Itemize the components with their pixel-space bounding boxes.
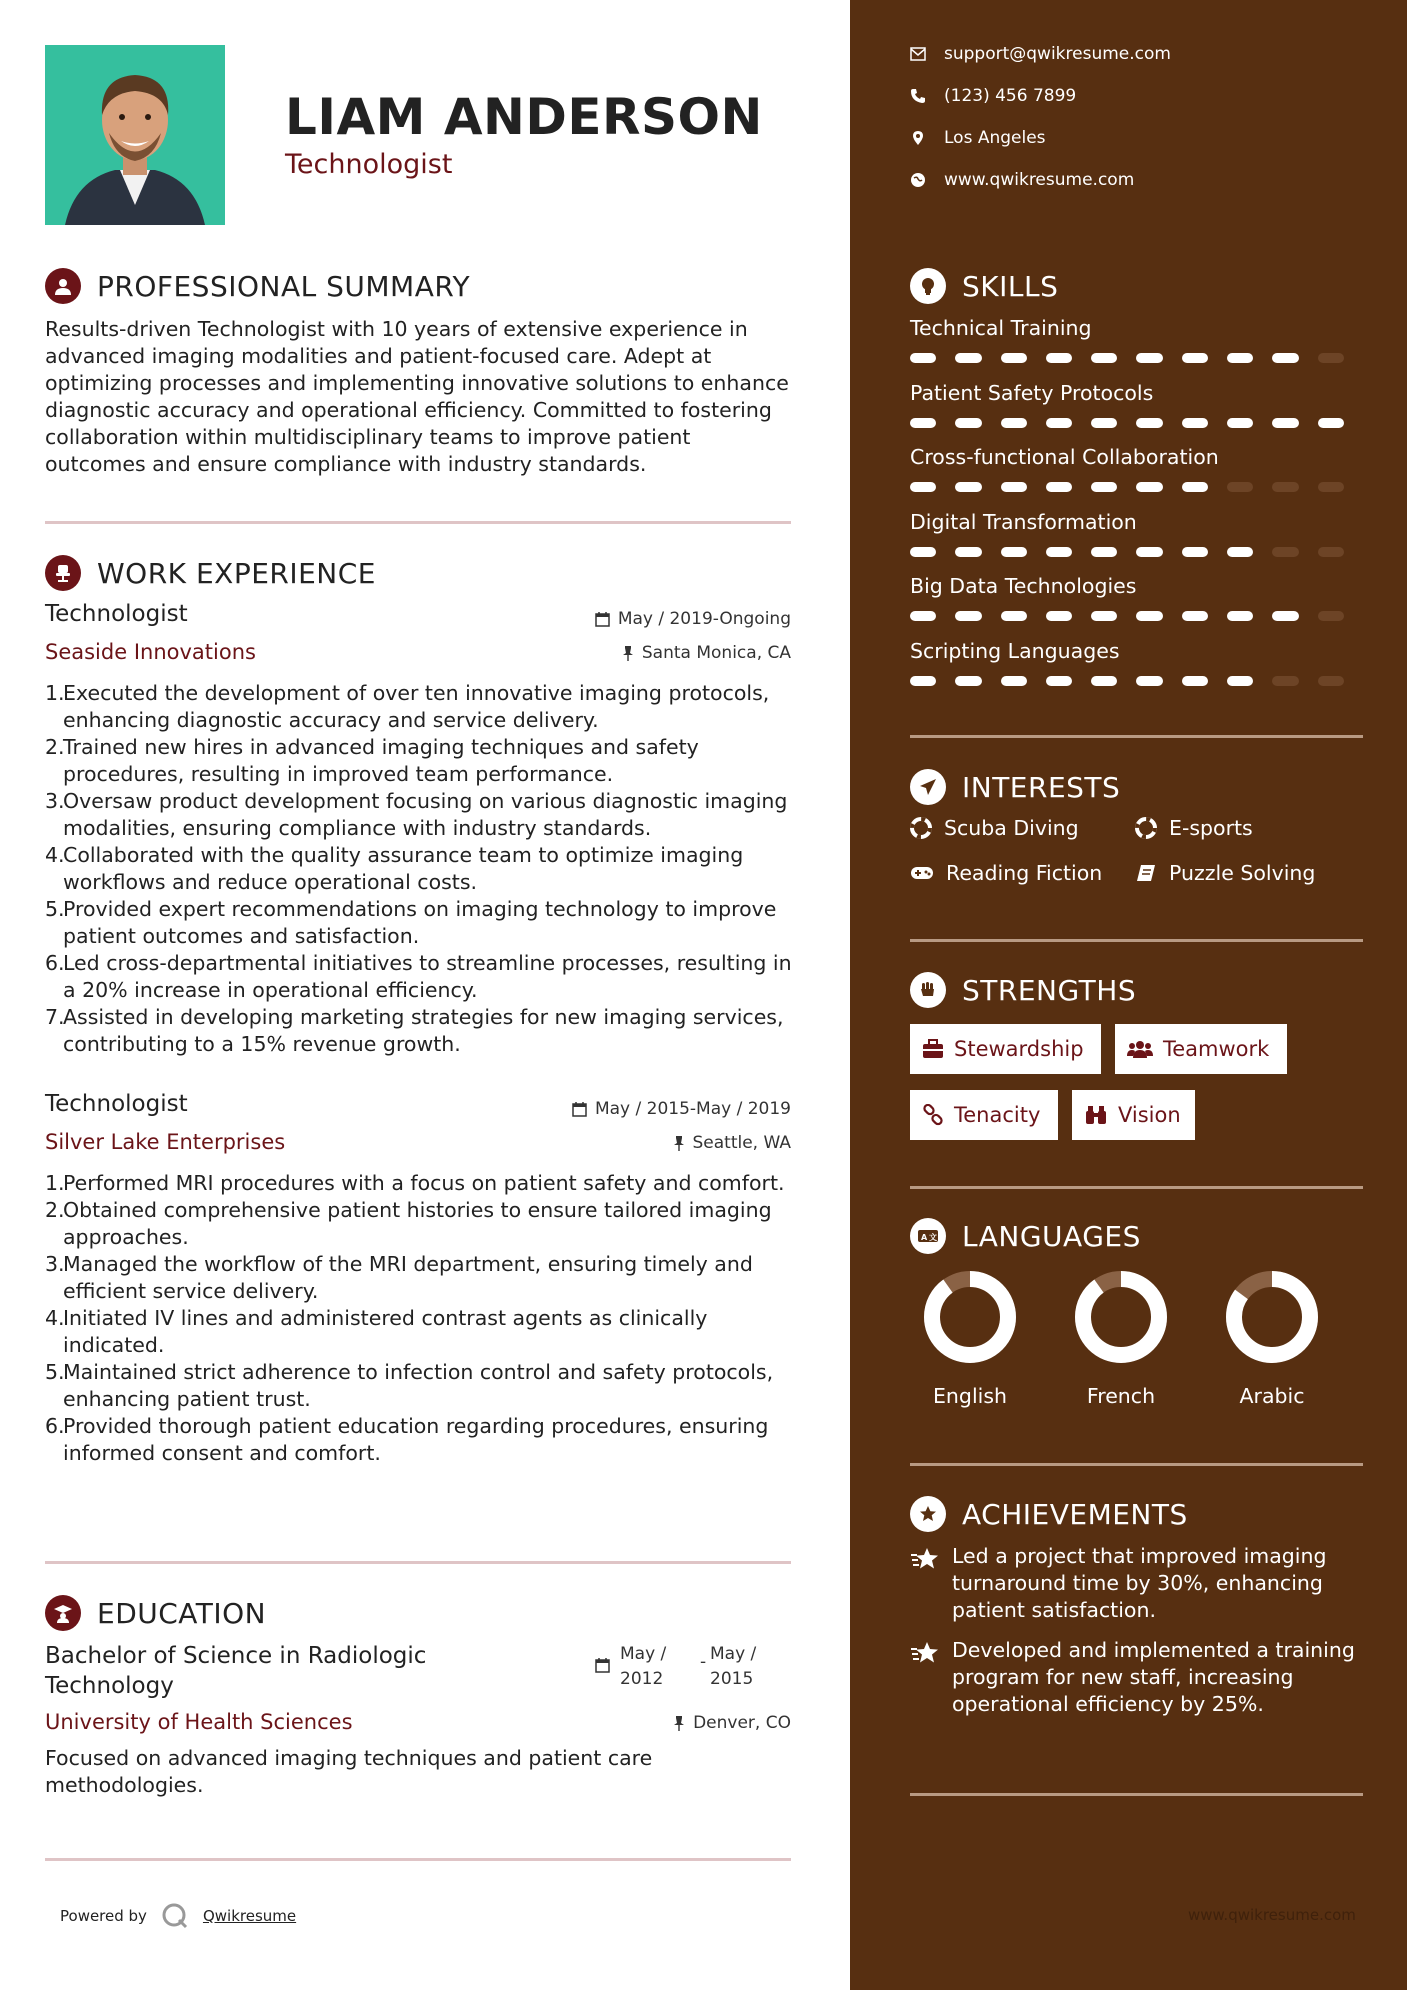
skill-dash-filled	[955, 482, 981, 492]
divider	[45, 521, 791, 524]
degree-title	[45, 1641, 426, 1701]
school-name: University of Health Sciences	[45, 1710, 353, 1734]
link-icon	[922, 1104, 944, 1126]
item-number: 6.	[45, 951, 65, 975]
users-icon	[1127, 1039, 1153, 1059]
powered-by-label: Powered by	[60, 1907, 147, 1925]
item-number: 4.	[45, 843, 65, 867]
skill-dash-filled	[1136, 611, 1162, 621]
contact-location	[910, 128, 1046, 148]
paper-plane-icon	[910, 769, 946, 805]
skill-dash-empty	[1318, 353, 1344, 363]
responsibility-item	[45, 950, 800, 1004]
skill-dash-empty	[1318, 676, 1344, 686]
skill-level-bar	[910, 353, 1363, 363]
skill-name: Technical Training	[910, 316, 1092, 340]
language-ring-fill	[932, 1279, 1008, 1355]
responsibility-item	[45, 1004, 800, 1058]
skill-dash-filled	[1227, 418, 1253, 428]
skill-dash-filled	[1227, 353, 1253, 363]
contact-website	[910, 170, 1134, 190]
skill-dash-filled	[1091, 418, 1117, 428]
languages-title: LANGUAGES	[962, 1219, 1141, 1253]
job-dates	[595, 609, 791, 629]
phone-icon	[910, 88, 926, 104]
company-name: Silver Lake Enterprises	[45, 1130, 286, 1154]
lifebuoy-icon	[910, 817, 932, 839]
globe-icon	[910, 172, 926, 188]
divider	[910, 1463, 1363, 1466]
skill-dash-empty	[1272, 547, 1298, 557]
item-number: 5.	[45, 1360, 65, 1384]
item-number: 1.	[45, 1171, 65, 1195]
education-description: Focused on advanced imaging techniques and patient care methodologies.	[45, 1746, 653, 1797]
company-name: Seaside Innovations	[45, 640, 256, 664]
pin-icon	[622, 646, 634, 661]
item-text: Provided expert recommendations on imaging technology to improve patient outcomes and satisfaction.	[63, 897, 777, 948]
strength-tag	[1115, 1024, 1287, 1074]
skill-dash-filled	[910, 482, 936, 492]
start-date-year: 2012	[620, 1669, 664, 1689]
skill-dash-filled	[1091, 547, 1117, 557]
lifebuoy-icon	[1135, 817, 1157, 839]
skill-dash-filled	[910, 676, 936, 686]
item-text: Maintained strict adherence to infection control and safety protocols, enhancing patient trust.	[63, 1360, 774, 1411]
strength-tag	[910, 1024, 1101, 1074]
graduate-icon	[45, 1595, 81, 1631]
skill-dash-filled	[1227, 676, 1253, 686]
divider	[910, 1186, 1363, 1189]
skill-dash-filled	[910, 547, 936, 557]
skill-dash-filled	[1001, 547, 1027, 557]
skill-dash-filled	[955, 353, 981, 363]
divider	[910, 735, 1363, 738]
job-responsibilities	[45, 680, 800, 1058]
responsibility-item	[45, 788, 800, 842]
job-dates	[572, 1099, 791, 1119]
language-ring	[1234, 1279, 1310, 1355]
strength-label: Tenacity	[954, 1103, 1041, 1127]
language-ring-fill	[1083, 1279, 1159, 1355]
office-chair-icon	[45, 555, 81, 591]
lightbulb-icon	[910, 268, 946, 304]
gamepad-icon	[910, 864, 934, 882]
skill-dash-empty	[1272, 676, 1298, 686]
skill-level-bar	[910, 611, 1363, 621]
skill-dash-filled	[955, 547, 981, 557]
skill-dash-filled	[1046, 418, 1072, 428]
skill-dash-filled	[910, 418, 936, 428]
item-number: 4.	[45, 1306, 65, 1330]
envelope-icon	[910, 47, 926, 61]
pin-icon	[673, 1716, 685, 1731]
skill-dash-empty	[1318, 611, 1344, 621]
skills-title: SKILLS	[962, 269, 1059, 303]
skill-dash-filled	[1182, 353, 1208, 363]
item-text: Assisted in developing marketing strategies for new imaging services, contributing to a 15% revenue growth.	[63, 1005, 784, 1056]
item-text: Oversaw product development focusing on various diagnostic imaging modalities, ensuring compliance with industry standards.	[63, 789, 788, 840]
skill-name: Scripting Languages	[910, 638, 1120, 663]
skill-dash-filled	[1318, 418, 1344, 428]
skill-dash-filled	[1272, 418, 1298, 428]
job-dates-text: May / 2015-May / 2019	[594, 1099, 791, 1119]
skill-dash-empty	[1272, 482, 1298, 492]
skill-level-bar	[910, 418, 1363, 428]
job-title: Technologist	[45, 601, 188, 627]
interest-item	[1135, 816, 1253, 840]
skill-level-bar	[910, 547, 1363, 557]
skill-dash-filled	[1001, 353, 1027, 363]
skill-dash-filled	[910, 611, 936, 621]
skill-dash-filled	[910, 353, 936, 363]
divider	[910, 939, 1363, 942]
skill-dash-filled	[1136, 676, 1162, 686]
skill-dash-filled	[1182, 611, 1208, 621]
footer-url: www.qwikresume.com	[1188, 1906, 1356, 1924]
responsibility-item	[45, 1197, 800, 1251]
item-number: 3.	[45, 789, 65, 813]
interest-item	[910, 861, 1102, 885]
skill-dash-filled	[1046, 676, 1072, 686]
qwikresume-logo-icon	[161, 1902, 189, 1930]
end-date-year: 2015	[710, 1669, 754, 1689]
skill-dash-empty	[1318, 482, 1344, 492]
strength-tag	[1072, 1090, 1195, 1140]
interest-item	[910, 816, 1079, 840]
experience-title: WORK EXPERIENCE	[97, 556, 376, 590]
skill-dash-filled	[1091, 482, 1117, 492]
responsibility-item	[45, 734, 800, 788]
skill-dash-filled	[1182, 547, 1208, 557]
skill-dash-filled	[1136, 353, 1162, 363]
degree-line: Bachelor of Science in Radiologic	[45, 1643, 427, 1669]
responsibility-item	[45, 1170, 800, 1197]
item-text: Obtained comprehensive patient histories to ensure tailored imaging approaches.	[63, 1198, 772, 1249]
interests-title: INTERESTS	[962, 770, 1121, 804]
job-location-text: Seattle, WA	[692, 1133, 791, 1153]
skill-name: Big Data Technologies	[910, 574, 1137, 598]
start-date-month: May /	[620, 1644, 667, 1664]
achievement-item	[910, 1543, 1360, 1624]
language-ring	[1083, 1279, 1159, 1355]
skill-name: Digital Transformation	[910, 509, 1137, 534]
translate-icon	[910, 1218, 946, 1254]
phone-text: (123) 456 7899	[944, 86, 1077, 106]
skill-dash-filled	[955, 611, 981, 621]
skill-dash-filled	[1272, 353, 1298, 363]
education-location-text: Denver, CO	[693, 1713, 791, 1733]
strengths-heading	[910, 970, 1136, 1010]
job-location	[622, 643, 791, 663]
skill-name: Patient Safety Protocols	[910, 380, 1154, 405]
user-icon	[45, 268, 81, 304]
skill-dash-filled	[1046, 353, 1072, 363]
item-number: 3.	[45, 1252, 65, 1276]
achievement-text: Led a project that improved imaging turnaround time by 30%, enhancing patient satisfaction.	[952, 1544, 1327, 1622]
contact-phone	[910, 86, 1076, 106]
achievements-title: ACHIEVEMENTS	[962, 1497, 1188, 1531]
email-text[interactable]: support@qwikresume.com	[944, 44, 1171, 64]
summary-text: Results-driven Technologist with 10 years of extensive experience in advanced imaging modalities and patient-focused care. Adept at optimizing processes and implementing innovative solutions to enhance diagnostic accuracy and operational efficiency. Committed to fostering collaboration within multidisciplinary teams to improve patient outcomes and ensure compliance with industry standards.	[45, 317, 789, 476]
skill-dash-filled	[1091, 676, 1117, 686]
education-title: EDUCATION	[97, 1596, 267, 1630]
website-text[interactable]: www.qwikresume.com	[944, 170, 1135, 190]
location-text: Los Angeles	[944, 128, 1046, 148]
svg-text:文: 文	[929, 1233, 937, 1242]
item-text: Performed MRI procedures with a focus on patient safety and comfort.	[63, 1171, 785, 1195]
skill-dash-filled	[955, 418, 981, 428]
skill-dash-filled	[1091, 611, 1117, 621]
education-heading	[45, 1593, 266, 1633]
item-text: Initiated IV lines and administered contrast agents as clinically indicated.	[63, 1306, 708, 1357]
education-location	[673, 1713, 791, 1733]
item-number: 7.	[45, 1005, 65, 1029]
powered-by	[60, 1902, 296, 1930]
responsibility-item	[45, 1413, 800, 1467]
responsibility-item	[45, 842, 800, 896]
item-text: Led cross-departmental initiatives to streamline processes, resulting in a 20% increase in operational efficiency.	[63, 951, 792, 1002]
skill-dash-filled	[955, 676, 981, 686]
skill-dash-filled	[1136, 547, 1162, 557]
skill-dash-filled	[1046, 482, 1072, 492]
star-icon	[910, 1641, 940, 1665]
briefcase-icon	[922, 1039, 944, 1059]
skills-heading	[910, 266, 1058, 306]
item-number: 6.	[45, 1414, 65, 1438]
skill-dash-filled	[1001, 482, 1027, 492]
responsibility-item	[45, 680, 800, 734]
skill-dash-filled	[1182, 482, 1208, 492]
item-number: 1.	[45, 681, 65, 705]
language-label: French	[1086, 1384, 1156, 1408]
skill-dash-filled	[1136, 482, 1162, 492]
language-ring	[932, 1279, 1008, 1355]
item-text: Executed the development of over ten innovative imaging protocols, enhancing diagnostic accuracy and service delivery.	[63, 681, 770, 732]
achievement-item	[910, 1637, 1360, 1718]
summary-title: PROFESSIONAL SUMMARY	[97, 269, 471, 303]
strength-label: Stewardship	[954, 1037, 1084, 1061]
language-rings	[900, 1265, 1360, 1375]
divider	[45, 1561, 791, 1564]
interests-heading	[910, 767, 1120, 807]
fist-icon	[910, 972, 946, 1008]
binoculars-icon	[1084, 1105, 1108, 1125]
job-location	[673, 1133, 792, 1153]
brand-link[interactable]: Qwikresume	[202, 1907, 297, 1925]
job-dates-text: May / 2019-Ongoing	[617, 609, 791, 629]
map-marker-icon	[910, 130, 926, 146]
skill-name: Cross-functional Collaboration	[910, 445, 1219, 469]
languages-heading	[910, 1216, 1141, 1256]
skill-dash-filled	[1136, 418, 1162, 428]
end-date	[710, 1642, 756, 1692]
skill-dash-empty	[1318, 547, 1344, 557]
achievements-heading	[910, 1494, 1188, 1534]
item-number: 2.	[45, 735, 65, 759]
divider	[910, 1793, 1363, 1796]
interest-label: E-sports	[1169, 816, 1253, 840]
calendar-icon	[572, 1102, 587, 1117]
strength-tag	[910, 1090, 1058, 1140]
job-responsibilities	[45, 1170, 800, 1467]
calendar-icon	[595, 612, 610, 627]
start-date	[620, 1642, 666, 1692]
skill-level-bar	[910, 482, 1363, 492]
candidate-name: LIAM ANDERSON	[285, 88, 763, 146]
skill-dash-filled	[1046, 547, 1072, 557]
skill-dash-filled	[1046, 611, 1072, 621]
skill-dash-empty	[1227, 482, 1253, 492]
divider	[45, 1858, 791, 1861]
interest-label: Puzzle Solving	[1169, 861, 1316, 885]
summary-heading	[45, 266, 470, 306]
star-icon	[910, 1547, 940, 1571]
responsibility-item	[45, 1305, 800, 1359]
strength-label: Vision	[1118, 1103, 1181, 1127]
skill-dash-filled	[1227, 547, 1253, 557]
pin-icon	[673, 1136, 685, 1151]
skill-dash-filled	[1001, 418, 1027, 428]
skill-level-bar	[910, 676, 1363, 686]
item-number: 5.	[45, 897, 65, 921]
skill-dash-filled	[1001, 611, 1027, 621]
responsibility-item	[45, 1251, 800, 1305]
item-text: Collaborated with the quality assurance team to optimize imaging workflows and reduce operational costs.	[63, 843, 744, 894]
profile-photo	[45, 45, 225, 225]
item-text: Provided thorough patient education regarding procedures, ensuring informed consent and comfort.	[63, 1414, 769, 1465]
item-text: Trained new hires in advanced imaging techniques and safety procedures, resulting in improved team performance.	[63, 735, 699, 786]
candidate-title: Technologist	[285, 149, 453, 180]
responsibility-item	[45, 896, 800, 950]
item-text: Managed the workflow of the MRI department, ensuring timely and efficient service delivery.	[63, 1252, 753, 1303]
date-dash: -	[700, 1652, 707, 1672]
skill-dash-filled	[1272, 611, 1298, 621]
skill-dash-filled	[1091, 353, 1117, 363]
star-badge-icon	[910, 1496, 946, 1532]
interest-label: Reading Fiction	[946, 861, 1103, 885]
skill-dash-filled	[1182, 676, 1208, 686]
item-number: 2.	[45, 1198, 65, 1222]
interest-item	[1135, 861, 1315, 885]
skill-dash-filled	[1182, 418, 1208, 428]
language-label: English	[932, 1384, 1008, 1408]
calendar-icon	[595, 1658, 610, 1673]
language-label: Arabic	[1239, 1384, 1305, 1408]
strength-label: Teamwork	[1163, 1037, 1270, 1061]
strengths-title: STRENGTHS	[962, 973, 1137, 1007]
svg-text:A: A	[921, 1233, 928, 1242]
book-icon	[1135, 863, 1157, 883]
end-date-month: May /	[710, 1644, 757, 1664]
degree-line: Technology	[45, 1673, 174, 1699]
skill-dash-filled	[1001, 676, 1027, 686]
interest-label: Scuba Diving	[944, 816, 1079, 840]
achievement-text: Developed and implemented a training program for new staff, increasing operational efficiency by 25%.	[952, 1638, 1355, 1716]
skill-dash-filled	[1227, 611, 1253, 621]
job-title: Technologist	[45, 1091, 188, 1117]
experience-heading	[45, 553, 376, 593]
responsibility-item	[45, 1359, 800, 1413]
job-location-text: Santa Monica, CA	[641, 643, 791, 663]
contact-email	[910, 44, 1171, 64]
